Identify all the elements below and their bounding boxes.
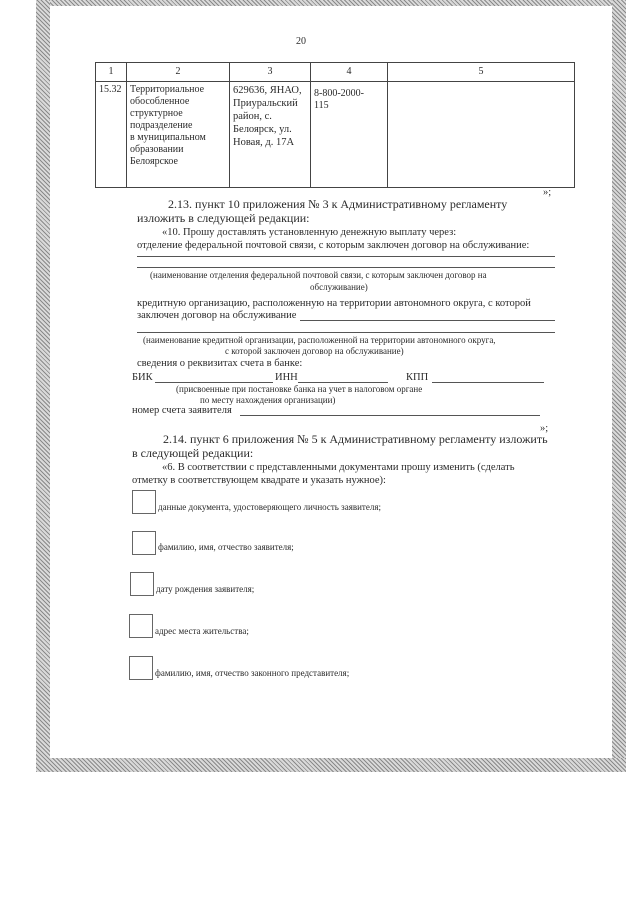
fill-line (300, 320, 555, 321)
option-label-applicant-name: фамилию, имя, отчество заявителя; (158, 542, 294, 552)
kpp-label: КПП (406, 372, 429, 383)
section-2-14-heading-cont: в следующей редакции: (132, 446, 254, 460)
section-2-13-heading: 2.13. пункт 10 приложения № 3 к Административному регламенту (168, 197, 508, 211)
option-checkbox-document[interactable] (132, 490, 156, 514)
table-cell-address: 629636, ЯНАО, Приуральский район, с. Белоярск, ул. Новая, д. 17А (230, 82, 311, 188)
credit-caption: (наименование кредитной организации, расположенной на территории автономного округа, (143, 335, 496, 345)
page-number: 20 (296, 36, 306, 47)
inn-label: ИНН (275, 372, 298, 383)
table-header-cell: 1 (96, 63, 127, 82)
table-cell-phone: 8-800-2000- 115 (311, 82, 388, 188)
table-row (96, 82, 575, 188)
item-6-text-cont: отметку в соответствующем квадрате и указать нужное): (132, 475, 386, 486)
postal-caption-cont: обслуживание) (310, 282, 368, 292)
quote-end: »; (543, 187, 552, 198)
kpp-field (432, 382, 544, 383)
credit-caption-cont: с которой заключен договор на обслуживание) (225, 346, 404, 356)
table-header-cell: 5 (388, 63, 575, 82)
postal-option-text: отделение федеральной почтовой связи, с которым заключен договор на обслуживание: (137, 240, 530, 251)
credit-option-text: кредитную организацию, расположенную на территории автономного округа, с которой (137, 298, 531, 309)
item-10-text: «10. Прошу доставлять установленную денежную выплату через: (162, 227, 457, 238)
option-checkbox-address[interactable] (129, 614, 153, 638)
quote-end: »; (540, 423, 549, 434)
table-header-row (96, 63, 575, 82)
section-2-14-heading: 2.14. пункт 6 приложения № 5 к Административному регламенту изложить (163, 432, 548, 446)
section-2-13-heading-cont: изложить в следующей редакции: (137, 211, 310, 225)
table-header-cell: 4 (311, 63, 388, 82)
bank-details-label: сведения о реквизитах счета в банке: (137, 358, 303, 369)
fill-line (137, 256, 555, 257)
account-field (240, 415, 540, 416)
table-header-cell: 3 (230, 63, 311, 82)
table-cell-number: 15.32 (96, 82, 127, 188)
item-6-text: «6. В соответствии с представленными документами прошу изменить (сделать (162, 462, 515, 473)
address-table (95, 62, 575, 188)
fill-line (137, 267, 555, 268)
postal-caption: (наименование отделения федеральной почтовой связи, с которым заключен договор на (150, 270, 487, 280)
account-label: номер счета заявителя (132, 405, 232, 416)
codes-caption: (присвоенные при постановке банка на учет в налоговом органе (176, 384, 423, 394)
option-checkbox-applicant-name[interactable] (132, 531, 156, 555)
option-label-birth-date: дату рождения заявителя; (156, 584, 255, 594)
inn-field (298, 382, 388, 383)
fill-line (137, 332, 555, 333)
bik-field (155, 382, 273, 383)
credit-option-text-cont: заключен договор на обслуживание (137, 310, 297, 321)
option-label-address: адрес места жительства; (155, 626, 249, 636)
table-cell-name: Территориальное обособленное структурное подразделение в муниципальном образовании Белоярское (127, 82, 230, 188)
table-header-cell: 2 (127, 63, 230, 82)
option-checkbox-representative-name[interactable] (129, 656, 153, 680)
codes-caption-cont: по месту нахождения организации) (200, 395, 336, 405)
bik-label: БИК (132, 372, 153, 383)
option-checkbox-birth-date[interactable] (130, 572, 154, 596)
table-cell-empty (388, 82, 575, 188)
option-label-representative-name: фамилию, имя, отчество законного представителя; (155, 668, 350, 678)
option-label-document: данные документа, удостоверяющего личность заявителя; (158, 502, 381, 512)
